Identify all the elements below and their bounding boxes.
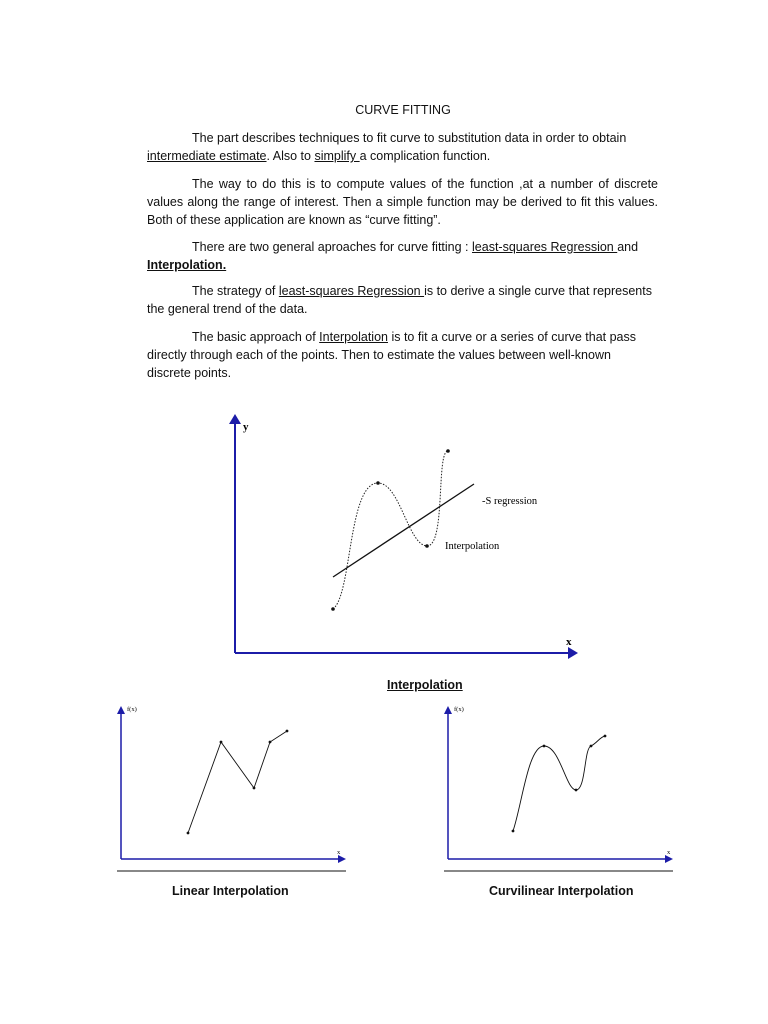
data-point	[575, 789, 578, 792]
linear-x-axis-label: x	[337, 849, 341, 856]
interpolation-label: Interpolation	[445, 541, 500, 552]
paragraph-4-text-2: is to derive a single curve that represents the general trend of the data.	[147, 284, 652, 316]
curvilinear-x-axis	[448, 855, 673, 863]
main-figure-caption: Interpolation	[387, 678, 463, 692]
paragraph-3-text-2: and	[617, 240, 639, 254]
curvilinear-interpolation-curve	[513, 736, 605, 831]
paragraph-2-text: The way to do this is to compute values of the function ,at a number of discrete values along the range of interest. Then a simple function may be derived to fit this values. Both of these application are known as “curve fitting”.	[147, 177, 658, 227]
document-title: CURVE FITTING	[355, 103, 451, 117]
term-interpolation: Interpolation.	[147, 258, 227, 272]
data-point	[543, 745, 546, 748]
linear-y-axis-label: f(x)	[127, 706, 137, 713]
term-least-squares-regression-2: least-squares Regression	[278, 284, 425, 298]
paragraph-5-text-2: is to fit a curve or a series of curve that pass directly through each of the points. Then to estimate the values between well-known discrete points.	[147, 330, 637, 380]
term-simplify: simplify	[314, 149, 360, 163]
paragraph-1-text-2: . Also to	[266, 149, 315, 163]
data-point	[512, 830, 515, 833]
term-intermediate-estimate: intermediate estimate	[147, 149, 267, 163]
curvilinear-x-axis-label: x	[667, 849, 671, 856]
paragraph-4-text-1: The strategy of	[192, 284, 279, 298]
term-interpolation-2: Interpolation	[319, 330, 388, 344]
paragraph-5-text-1: The basic approach of	[192, 330, 320, 344]
curvilinear-y-axis-label: f(x)	[454, 706, 464, 713]
main-y-axis-label: y	[243, 421, 249, 433]
curvilinear-figure-caption: Curvilinear Interpolation	[489, 884, 634, 898]
data-point	[590, 745, 593, 748]
data-point	[604, 735, 607, 738]
regression-label: -S regression	[482, 496, 538, 507]
paragraph-1-text-3: a complication function.	[359, 149, 491, 163]
curvilinear-y-axis	[444, 706, 452, 859]
paragraph-1-text-1: The part describes techniques to fit curve to substitution data in order to obtain	[192, 131, 627, 145]
paragraph-3-text-1: There are two general aproaches for curve fitting :	[192, 240, 473, 254]
main-x-axis-label: x	[566, 636, 572, 648]
term-least-squares-regression: least-squares Regression	[472, 240, 618, 254]
linear-figure-caption: Linear Interpolation	[172, 884, 289, 898]
